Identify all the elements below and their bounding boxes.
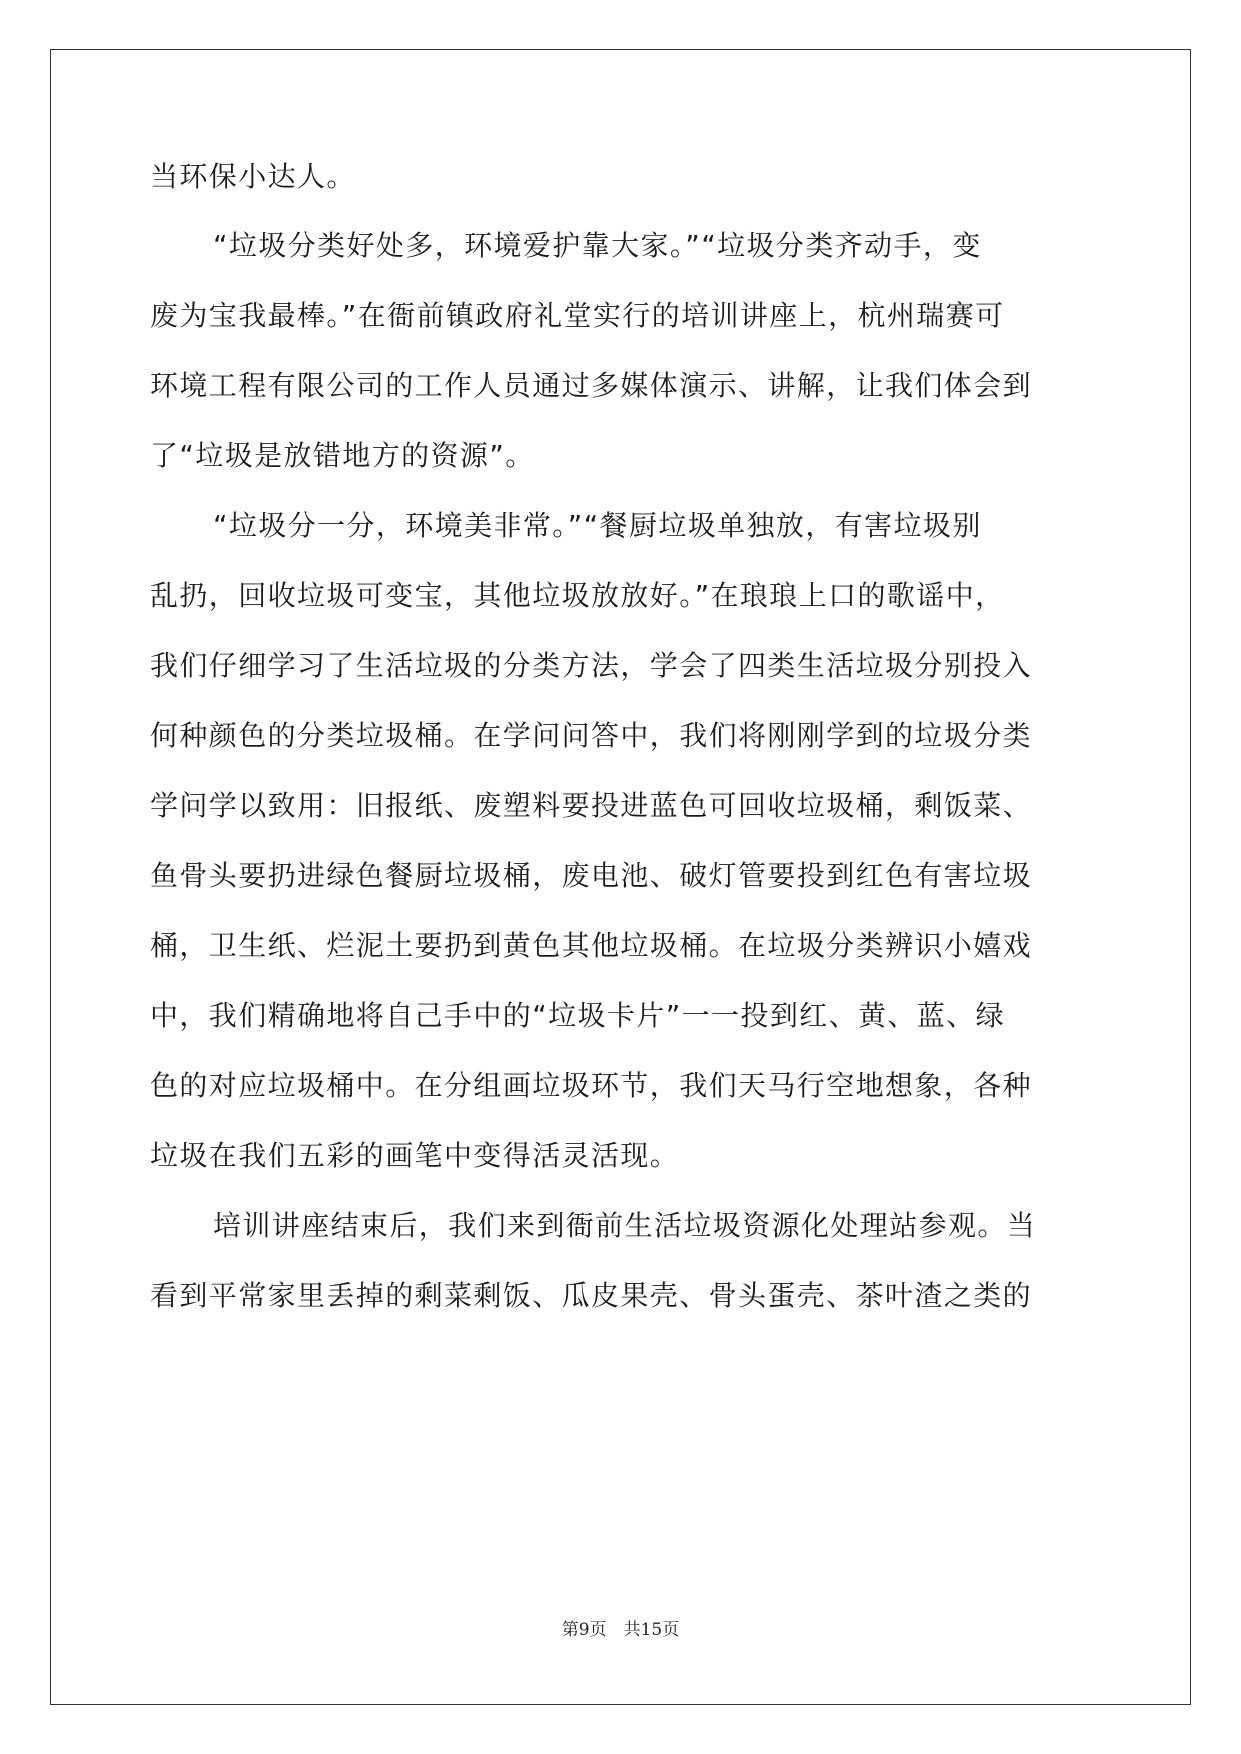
paragraph-line: “垃圾分类好处多，环境爱护靠大家。”“垃圾分类齐动手，变 (213, 229, 982, 262)
paragraph-line: 垃圾在我们五彩的画笔中变得活灵活现。 (150, 1139, 680, 1172)
paragraph-line: 培训讲座结束后，我们来到衙前生活垃圾资源化处理站参观。当 (213, 1209, 1037, 1242)
paragraph-line: 桶，卫生纸、烂泥土要扔到黄色其他垃圾桶。在垃圾分类辨识小嬉戏 (150, 929, 1033, 962)
paragraph-line: 环境工程有限公司的工作人员通过多媒体演示、讲解，让我们体会到 (150, 369, 1033, 402)
paragraph-line: 看到平常家里丢掉的剩菜剩饭、瓜皮果壳、骨头蛋壳、茶叶渣之类的 (150, 1279, 1033, 1312)
paragraph-line: 鱼骨头要扔进绿色餐厨垃圾桶，废电池、破灯管要投到红色有害垃圾 (150, 859, 1033, 892)
paragraph-line: 色的对应垃圾桶中。在分组画垃圾环节，我们天马行空地想象，各种 (150, 1069, 1033, 1102)
page-number-footer: 第9页 共15页 (561, 1620, 680, 1640)
paragraph-line: 中，我们精确地将自己手中的“垃圾卡片”一一投到红、黄、蓝、绿 (150, 999, 1006, 1032)
paragraph-line: “垃圾分一分，环境美非常。”“餐厨垃圾单独放，有害垃圾别 (213, 509, 982, 542)
paragraph-line: 乱扔，回收垃圾可变宝，其他垃圾放放好。”在琅琅上口的歌谣中， (150, 579, 1005, 612)
paragraph-line: 我们仔细学习了生活垃圾的分类方法，学会了四类生活垃圾分别投入 (150, 649, 1033, 682)
paragraph-line: 废为宝我最棒。”在衙前镇政府礼堂实行的培训讲座上，杭州瑞赛可 (150, 299, 1005, 332)
paragraph-line: 学问学以致用：旧报纸、废塑料要投进蓝色可回收垃圾桶，剩饭菜、 (150, 789, 1033, 822)
paragraph-line: 当环保小达人。 (150, 160, 356, 193)
paragraph-line: 了“垃圾是放错地方的资源”。 (150, 439, 535, 472)
paragraph-line: 何种颜色的分类垃圾桶。在学问问答中，我们将刚刚学到的垃圾分类 (150, 719, 1033, 752)
